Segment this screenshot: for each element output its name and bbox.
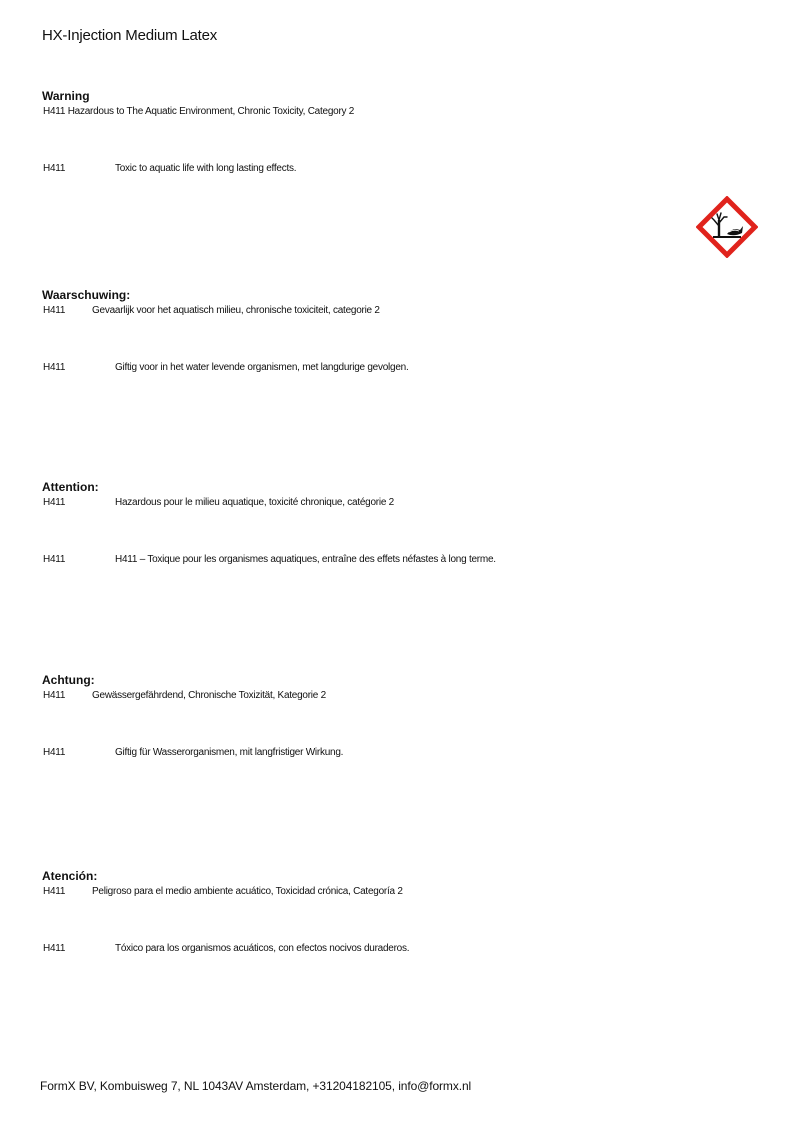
section-heading: Waarschuwing:: [42, 288, 131, 302]
classification-text: H411 Hazardous to The Aquatic Environment, Chronic Toxicity, Category 2: [43, 106, 355, 117]
statement-text: H411 – Toxique pour les organismes aquatiques, entraîne des effets néfastes à long terme.: [115, 554, 496, 565]
section-heading: Attention:: [42, 480, 99, 494]
company-footer: FormX BV, Kombuisweg 7, NL 1043AV Amsterdam, +31204182105, info@formx.nl: [40, 1079, 472, 1093]
statement-text: Giftig für Wasserorganismen, mit langfristiger Wirkung.: [115, 747, 344, 758]
statement-text: Tóxico para los organismos acuáticos, con efectos nocivos duraderos.: [115, 943, 410, 954]
classification-line: [43, 106, 354, 117]
classification-text: Gewässergefährdend, Chronische Toxizität, Kategorie 2: [92, 690, 326, 701]
statement-code: H411: [43, 362, 66, 373]
statement-text: Toxic to aquatic life with long lasting effects.: [115, 163, 297, 174]
section-heading: Atención:: [42, 869, 98, 883]
section-heading: Warning: [42, 89, 90, 103]
statement-code: H411: [43, 747, 66, 758]
statement-code: H411: [43, 163, 66, 174]
classification-text: Gevaarlijk voor het aquatisch milieu, chronische toxiciteit, categorie 2: [92, 305, 380, 316]
classification-text: Peligroso para el medio ambiente acuático, Toxicidad crónica, Categoría 2: [92, 886, 403, 897]
classification-text: Hazardous pour le milieu aquatique, toxicité chronique, catégorie 2: [115, 497, 394, 508]
classification-code: H411: [43, 690, 66, 701]
statement-code: H411: [43, 943, 66, 954]
statement-code: H411: [43, 554, 66, 565]
statement-text: Giftig voor in het water levende organismen, met langdurige gevolgen.: [115, 362, 409, 373]
document-title: HX-Injection Medium Latex: [42, 27, 218, 44]
classification-code: H411: [43, 305, 66, 316]
section-heading: Achtung:: [42, 673, 95, 687]
ghs09-environment-hazard-icon: [696, 196, 758, 258]
classification-code: H411: [43, 497, 66, 508]
classification-code: H411: [43, 886, 66, 897]
